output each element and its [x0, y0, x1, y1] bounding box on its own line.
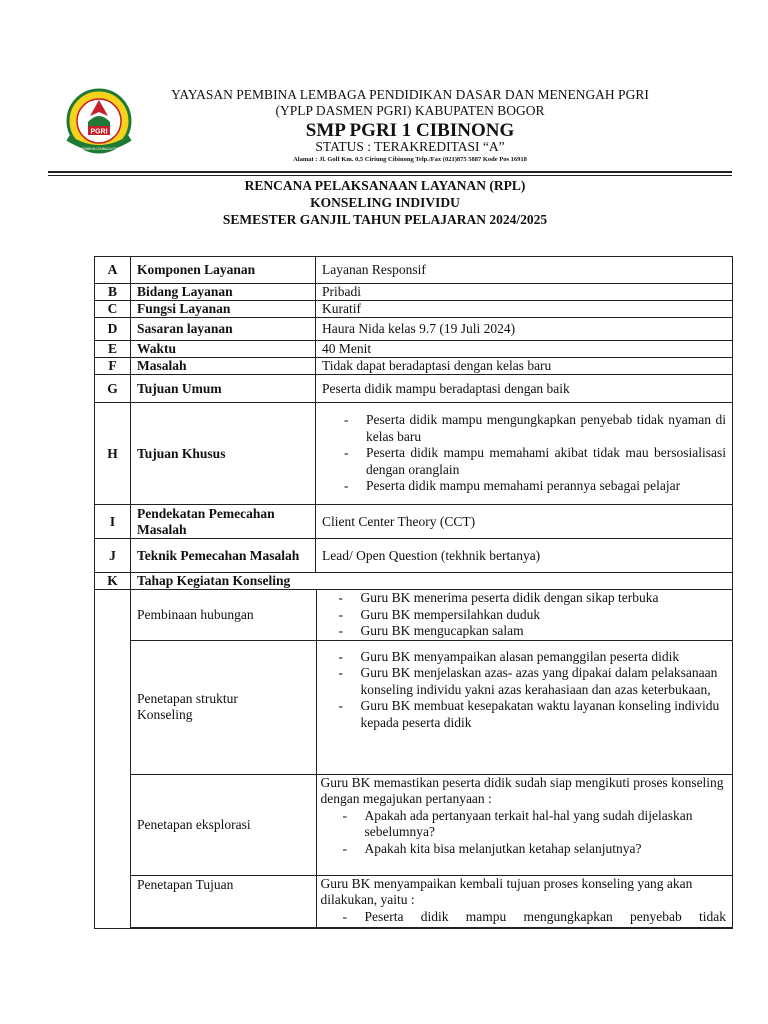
step-intro: Guru BK memastikan peserta didik sudah siap mengikuti proses konseling dengan megajukan pertanyaan :	[320, 774, 724, 806]
row-value	[316, 403, 733, 505]
row-value: Lead/ Open Question (tekhnik bertanya)	[316, 539, 733, 573]
konseling-steps-table	[131, 590, 732, 928]
row-code: D	[95, 318, 131, 341]
header-divider-thick	[48, 171, 732, 173]
table-row	[95, 301, 733, 318]
step-row	[131, 774, 732, 875]
row-label: Teknik Pemecahan Masalah	[131, 539, 316, 573]
step-list	[321, 808, 727, 858]
table-row	[95, 257, 733, 284]
header-divider-thin	[48, 175, 732, 176]
row-label: Sasaran layanan	[131, 318, 316, 341]
document-subtitle: KONSELING INDIVIDU	[310, 195, 460, 210]
table-row	[95, 403, 733, 505]
row-label: Bidang Layanan	[131, 284, 316, 301]
row-code: H	[95, 403, 131, 505]
row-value: Pribadi	[316, 284, 733, 301]
school-address: Alamat : Jl. Golf Km. 0,5 Ciriung Cibinong Telp./Fax (021)875 5887 Kode Pos 16918	[293, 156, 527, 163]
row-code: B	[95, 284, 131, 301]
step-list	[317, 590, 727, 640]
table-row	[95, 358, 733, 375]
table-row	[95, 341, 733, 358]
table-row	[95, 318, 733, 341]
row-value: Haura Nida kelas 9.7 (19 Juli 2024)	[316, 318, 733, 341]
row-label: Tujuan Umum	[131, 375, 316, 403]
row-label: Masalah	[131, 358, 316, 375]
table-row	[95, 284, 733, 301]
foundation-region: (YPLP DASMEN PGRI) KABUPATEN BOGOR	[275, 103, 545, 118]
step-name: Penetapan eksplorasi	[131, 774, 316, 875]
row-label: Fungsi Layanan	[131, 301, 316, 318]
list-item: - Guru BK menyampaikan alasan pemanggilan peserta didik	[317, 649, 727, 666]
row-code: K	[95, 573, 131, 590]
step-list	[321, 909, 727, 926]
row-code: J	[95, 539, 131, 573]
row-code: E	[95, 341, 131, 358]
school-name: SMP PGRI 1 CIBINONG	[305, 120, 515, 141]
accreditation-status: STATUS : TERAKREDITASI “A”	[315, 139, 505, 154]
step-content	[316, 590, 732, 640]
tujuan-khusus-list	[322, 412, 726, 495]
list-item: - Guru BK mengucapkan salam	[317, 623, 727, 640]
table-row	[95, 573, 733, 590]
table-row	[95, 375, 733, 403]
row-code: A	[95, 257, 131, 284]
list-item: - Peserta didik mampu memahami perannya sebagai pelajar	[322, 478, 726, 495]
table-row	[95, 505, 733, 539]
list-item: - Peserta didik mampu memahami akibat tidak mau bersosialisasi dengan oranglain	[322, 445, 726, 478]
step-content	[316, 875, 732, 927]
logo-text: PGRI	[90, 128, 108, 136]
row-label: Tujuan Khusus	[131, 403, 316, 505]
row-value: Peserta didik mampu beradaptasi dengan baik	[316, 375, 733, 403]
step-intro: Guru BK menyampaikan kembali tujuan proses konseling yang akan dilakukan, yaitu :	[320, 875, 693, 907]
row-value: Tidak dapat beradaptasi dengan kelas baru	[316, 358, 733, 375]
row-value: 40 Menit	[316, 341, 733, 358]
list-item: - Guru BK membuat kesepakatan waktu layanan konseling individu kepada peserta didik	[317, 698, 727, 731]
step-row	[131, 640, 732, 774]
list-item: - Guru BK mempersilahkan duduk	[317, 607, 727, 624]
step-name: Penetapan Tujuan	[131, 875, 316, 927]
school-logo	[58, 86, 140, 156]
list-item: - Apakah ada pertanyaan terkait hal-hal yang sudah dijelaskan sebelumnya?	[321, 808, 727, 841]
row-value: Client Center Theory (CCT)	[316, 505, 733, 539]
row-label: Waktu	[131, 341, 316, 358]
list-item: - Guru BK menjelaskan azas- azas yang dipakai dalam pelaksanaan konseling individu yakni azas kerahasiaan dan azas keterbukaan,	[317, 665, 727, 698]
row-value: Layanan Responsif	[316, 257, 733, 284]
logo-ring-text: YAYASAN PEMBINA LEMBAGA PENDIDIKAN	[66, 147, 132, 151]
row-label: Pendekatan Pemecahan Masalah	[131, 505, 316, 539]
document-title: RENCANA PELAKSANAAN LAYANAN (RPL)	[244, 178, 526, 193]
row-code: F	[95, 358, 131, 375]
row-code: G	[95, 375, 131, 403]
list-item: - Peserta didik mampu mengungkapkan penyebab tidak nyaman di kelas baru	[322, 412, 726, 445]
step-list	[317, 649, 727, 732]
step-row	[131, 590, 732, 640]
list-item: - Apakah kita bisa melanjutkan ketahap selanjutnya?	[321, 841, 727, 858]
step-row	[131, 875, 732, 927]
table-row	[95, 590, 733, 929]
row-value: Kuratif	[316, 301, 733, 318]
step-name: Penetapan struktur Konseling	[131, 640, 316, 774]
foundation-name: YAYASAN PEMBINA LEMBAGA PENDIDIKAN DASAR DAN MENENGAH PGRI	[171, 87, 649, 102]
list-item: - Guru BK menerima peserta didik dengan sikap terbuka	[317, 590, 727, 607]
row-code: I	[95, 505, 131, 539]
konseling-steps-cell	[131, 590, 733, 929]
row-label: Tahap Kegiatan Konseling	[131, 573, 733, 590]
table-row	[95, 539, 733, 573]
document-semester: SEMESTER GANJIL TAHUN PELAJARAN 2024/2025	[222, 212, 548, 227]
rpl-table	[94, 256, 733, 929]
step-content	[316, 774, 732, 875]
row-code: C	[95, 301, 131, 318]
row-code-empty	[95, 590, 131, 929]
row-label: Komponen Layanan	[131, 257, 316, 284]
step-content	[316, 640, 732, 774]
list-item: - Peserta didik mampu mengungkapkan penyebab tidak	[321, 909, 727, 926]
step-name: Pembinaan hubungan	[131, 590, 316, 640]
